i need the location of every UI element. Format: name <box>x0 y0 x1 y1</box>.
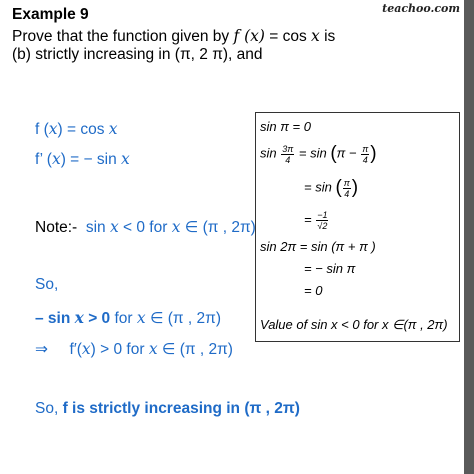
b2-frac <box>281 144 294 165</box>
b2-inner-num: π <box>362 143 369 154</box>
question-text-a: Prove that the function given by <box>12 28 234 45</box>
derivative-definition <box>35 150 130 169</box>
fx-lhs: f ( <box>35 121 49 138</box>
note-x: x <box>109 218 119 236</box>
dfx-lhs: f’ ( <box>35 151 52 168</box>
example-heading: Example 9 <box>12 6 89 23</box>
b3-paren-close: ) <box>351 177 359 198</box>
implies-arrow: ⇒ <box>35 341 48 358</box>
question-text-c: is <box>319 28 336 45</box>
box-line-1: sin π = 0 <box>260 119 311 134</box>
box-line-4 <box>304 210 329 231</box>
b2-den: 4 <box>285 154 291 165</box>
box-line-8: Value of sin x < 0 for x ∈(π , 2π) <box>260 317 448 332</box>
conclusion-prefix: So, <box>35 400 63 417</box>
fx-var: x <box>48 120 58 138</box>
fx-rhs: ) = cos <box>57 121 109 138</box>
b2-lhs: sin <box>260 145 281 161</box>
question-text-b: = cos <box>264 28 312 45</box>
b2-inner-den: 4 <box>362 154 368 165</box>
b2-mid: = sin <box>295 145 331 161</box>
note-math <box>86 219 256 236</box>
question-x: x <box>311 27 320 45</box>
b2-inner: π − <box>336 145 361 161</box>
conclusion-text: f is strictly increasing in (π , 2π) <box>62 400 300 417</box>
b3-frac <box>343 178 351 199</box>
b3-prefix: = sin <box>304 179 336 195</box>
b4-num: −1 <box>317 210 328 220</box>
note-t1: sin <box>85 219 110 236</box>
note-x2: x <box>171 218 181 236</box>
b3-den: 4 <box>344 188 350 199</box>
deriv-x2: x <box>148 340 158 358</box>
box-line-7: = 0 <box>304 283 323 298</box>
b2-paren-open: ( <box>330 143 337 164</box>
b4-prefix: = <box>304 211 316 227</box>
deriv-b: ) > 0 for <box>90 341 149 358</box>
box-line-2 <box>260 143 377 165</box>
fx-definition <box>35 120 118 139</box>
teachoo-watermark: teachoo.com <box>382 2 460 15</box>
note-label: Note:- <box>35 219 78 236</box>
conclusion-line <box>35 400 300 418</box>
dfx-end: x <box>121 150 130 168</box>
neg-sin-x2: x <box>136 309 146 327</box>
so-label: So, <box>35 276 59 293</box>
neg-sin-x: x <box>74 308 84 327</box>
note-t3: ∈ (π , 2π) <box>180 219 256 236</box>
working-box <box>255 112 460 342</box>
dfx-rhs: ) = − sin <box>60 151 121 168</box>
b2-paren-close: ) <box>370 143 377 164</box>
deriv-a: f′( <box>69 341 82 358</box>
derivative-positive-line <box>35 340 233 359</box>
b3-num: π <box>343 177 350 188</box>
box-line-6: = − sin π <box>304 261 356 276</box>
b4-den: √2 <box>317 221 328 231</box>
neg-sin-a: – sin <box>35 310 75 327</box>
note-line <box>35 218 256 237</box>
box-line-3 <box>304 177 358 199</box>
neg-sin-c: for <box>110 310 137 327</box>
neg-sin-d: ∈ (π , 2π) <box>145 310 222 327</box>
box-line-5: sin 2π = sin (π + π ) <box>260 239 376 254</box>
fx-end: x <box>108 120 118 138</box>
deriv-c: ∈ (π , 2π) <box>157 341 233 358</box>
deriv-x: x <box>81 340 91 358</box>
b4-frac <box>316 210 328 231</box>
question-line-2: (b) strictly increasing in (π, 2 π), and <box>12 46 263 63</box>
note-t2: < 0 for <box>118 219 172 236</box>
b2-num: 3π <box>282 143 294 154</box>
scrollbar[interactable] <box>464 0 474 474</box>
neg-sin-b: > 0 <box>83 310 111 327</box>
b3-paren-open: ( <box>335 177 342 198</box>
neg-sin-line <box>35 308 221 328</box>
b2-frac2 <box>361 144 369 165</box>
dfx-var: x <box>51 150 61 168</box>
question-fx: f (x) <box>233 27 265 45</box>
question-line-1 <box>12 27 335 46</box>
